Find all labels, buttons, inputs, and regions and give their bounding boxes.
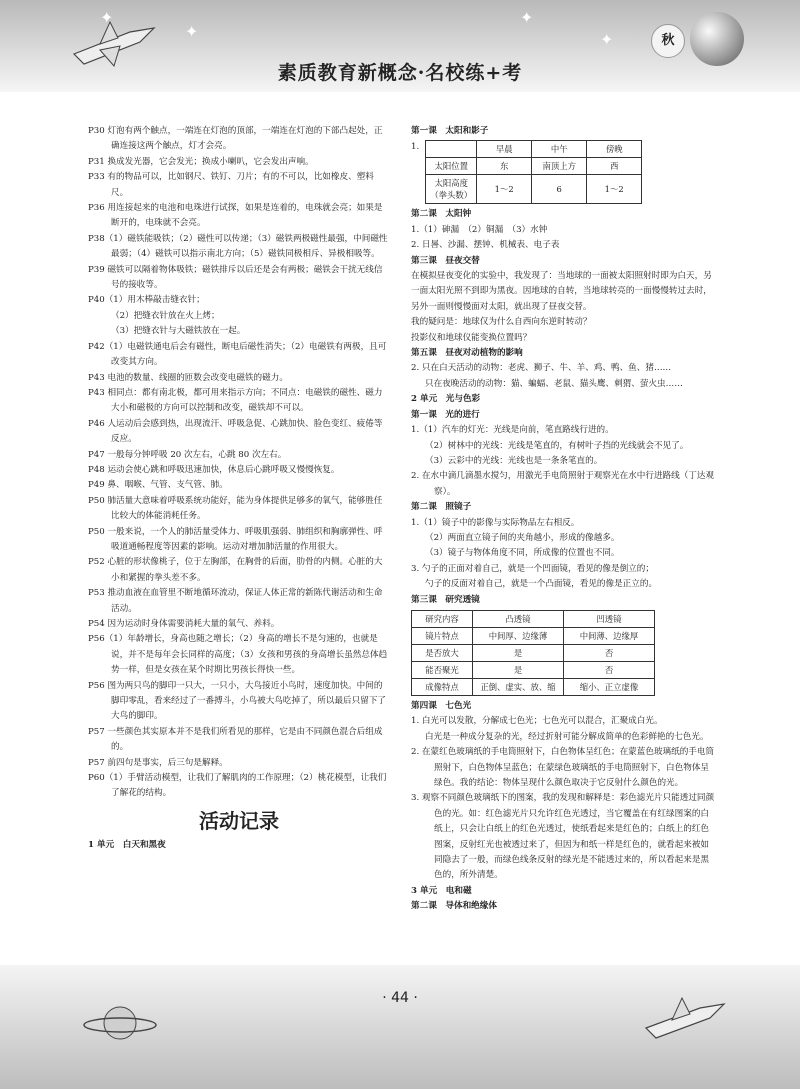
answer-item: P38（1）磁铁能吸铁；（2）磁性可以传递；（3）磁铁两极磁性最强，中间磁性最弱；（4）磁铁可以指示南北方向；（5）磁铁同极相斥、异极相吸等。	[88, 233, 388, 260]
page-header	[0, 0, 800, 92]
table-cell: 南顶上方	[532, 158, 587, 175]
answer-item: 2. 在水中滴几滴墨水搅匀，用激光手电筒照射于观察光在水中行进路线（丁达观察）。	[411, 471, 715, 497]
answer-item: P56（1）年龄增长，身高也随之增长；（2）身高的增长不是匀速的，也就是说，并不是每年会长同样的高度；（3）女孩和男孩的身高增长虽然总体趋势一样，但是女孩在某个时期比男孩长得快一些。	[88, 634, 388, 676]
page-title: 素质教育新概念·名校练+考	[277, 62, 523, 84]
answer-item: （3）镜子与物体角度不同，所成像的位置也不同。	[425, 548, 620, 559]
answer-item: P53 推动血液在血管里不断地循环流动，保证人体正常的新陈代谢活动和生命活动。	[88, 588, 383, 614]
answer-item: P60（1）手臂活动模型，让我们了解肌肉的工作原理；（2）桃花模型，让我们了解花的结构。	[88, 773, 387, 799]
answer-item: 只在夜晚活动的动物：猫、蝙蝠、老鼠、猫头鹰、刺猬、萤火虫……	[425, 378, 683, 389]
answer-item: 3. 观察不同颜色玻璃纸下的图案，我的发现和解释是：彩色滤光片只能透过同颜色的光。如：红色滤光片只允许红色光透过，当它覆盖在有红绿图案的白纸上，只会让白纸上的红色光透过，使纸看起来是红色的；白纸上的红色图案，反射红光也被透过来了，但因为和纸一样是红色的，就看起来被如同隐去了一般，而绿色线条反射的绿光是不能透过来的，所以看起来是黑色的，所外清楚。	[411, 793, 715, 881]
unit-heading: 3 单元 电和磁	[411, 885, 472, 896]
answer-item: （3）云彩中的光线：光线也是一条条笔直的。	[425, 455, 603, 466]
right-column	[411, 124, 716, 915]
answer-item: 2. 日晷、沙漏、摆钟、机械表、电子表	[411, 240, 560, 251]
answer-item: P46 人运动后会感到热，出现流汗、呼吸急促、心跳加快、脸色变红、疲倦等反应。	[88, 418, 383, 445]
star-icon: ✦	[520, 8, 534, 27]
answer-item: P40（1）用木棒敲击缝衣针；	[88, 295, 205, 306]
star-icon: ✦	[185, 22, 199, 41]
answer-item: 1.（1）砷漏 （2）铜漏 （3）水钟	[411, 224, 548, 235]
answer-item: P54 因为运动时身体需要消耗大量的氧气、养料。	[88, 619, 280, 629]
answer-item: P52 心脏的形状像桃子，位于左胸部，在胸骨的后面，肋骨的内侧。心脏的大小和紧握的拳头差不多。	[88, 557, 383, 583]
lesson-heading: 第一课 太阳和影子	[411, 126, 489, 136]
lesson-heading: 第四课 七色光	[411, 700, 472, 711]
sun-position-table	[425, 140, 642, 204]
answer-item: 1.（1）镜子中的影像与实际物品左右相反。	[411, 517, 580, 528]
page-number: · 44 ·	[382, 990, 418, 1006]
answer-item: 我的疑问是：地球仅为什么自西向东逆时转动？	[411, 317, 592, 328]
planet-icon	[80, 1000, 160, 1046]
answer-item: 3. 勺子的正面对着自己，就是一个凹面镜，看见的像是倒立的；	[411, 563, 654, 574]
answer-item: P57 前四句是事实，后三句是解释。	[88, 757, 228, 768]
table-header-cell: 中午	[532, 141, 587, 158]
answer-item: （2）把缝衣针放在火上烤；	[111, 310, 220, 321]
answer-item: P48 运动会使心跳和呼吸迅速加快，休息后心跳呼吸又慢慢恢复。	[88, 464, 340, 475]
answer-item: P56 图为两只鸟的脚印一只大，一只小，大鸟接近小鸟时，速度加快。中间的脚印零乱，看来经过了一番搏斗，小鸟被大鸟吃掉了，所以最后只留下了大鸟的脚印。	[88, 680, 387, 722]
table-cell: 能否聚光	[412, 661, 473, 678]
answer-item: （2）两面直立镜子间的夹角越小，形成的像越多。	[425, 532, 620, 543]
unit-heading: 1 单元 白天和黑夜	[88, 839, 166, 850]
left-column	[88, 124, 390, 853]
answer-item: P36 用连接起来的电池和电珠进行试探，如果是连着的，电珠就会亮；如果是断开的，电珠就不会亮。	[88, 203, 383, 229]
table-cell: 缩小、正立虚像	[564, 678, 655, 695]
answer-item: P31 换成发光器，它会发光；换成小喇叭，它会发出声响。	[88, 156, 314, 167]
table-cell: 1～2	[477, 175, 532, 204]
lesson-heading: 第二课 照镜子	[411, 502, 472, 513]
answer-item: 投影仪和地球仪能变换位置吗？	[411, 332, 532, 343]
answer-item: P50 一般来说，一个人的肺活量受体力、呼吸肌强弱、肺组织和胸廓弹性、呼吸道通畅程度等因素的影响。运动对增加肺活量的作用很大。	[88, 526, 383, 552]
answer-item: P50 肺活量大意味着呼吸系统功能好，能为身体提供足够多的氧气，能够胜任比较大的体能消耗任务。	[88, 495, 383, 522]
table-cell: 否	[564, 644, 655, 661]
star-icon: ✦	[600, 30, 614, 49]
table-header-cell: 早晨	[477, 141, 532, 158]
table-cell: 1～2	[587, 175, 642, 204]
table-header-cell: 凸透镜	[473, 610, 564, 627]
table-cell: 是否放大	[412, 644, 473, 661]
table-cell: 太阳高度（拳头数）	[426, 175, 477, 204]
lesson-heading: 第三课 研究透镜	[411, 594, 480, 605]
section-banner: 活动记录	[199, 808, 279, 833]
lesson-heading: 第五课 昼夜对动植物的影响	[411, 348, 523, 359]
table-cell: 成像特点	[412, 678, 473, 695]
answer-item: P49 鼻、咽喉、气管、支气管、肺。	[88, 480, 228, 491]
unit-heading: 2 单元 光与色彩	[411, 394, 481, 405]
answer-item: P57 一些颜色其实原本并不是我们所看见的那样，它是由不同颜色混合后组成的。	[88, 726, 383, 753]
lesson-heading: 第三课 昼夜交替	[411, 255, 480, 266]
answer-item: 白光是一种成分复杂的光，经过折射可能分解成简单的色彩鲜艳的七色光。	[425, 731, 709, 742]
lesson-heading: 第一课 光的进行	[411, 409, 480, 420]
answer-item: P30 灯泡有两个触点，一端连在灯泡的顶部，一端连在灯泡的下部凸起处，正确连接这两个触点，灯才会亮。	[88, 126, 383, 152]
answer-item: 1. 白光可以发散，分解成七色光；七色光可以混合，汇聚成白光。	[411, 716, 663, 727]
lesson-heading: 第二课 导体和绝缘体	[411, 901, 497, 912]
answer-item: 勺子的反面对着自己，就是一个凸面镜，看见的像是正立的。	[425, 579, 658, 590]
answer-item: 2. 只在白天活动的动物：老虎、狮子、牛、羊、鸡、鸭、鱼、猪……	[411, 363, 672, 374]
answer-item: P33 有的物品可以，比如钢尺、铁钉、刀片；有的不可以，比如橡皮、塑料尺。	[88, 172, 374, 198]
answer-item: P47 一般每分钟呼吸 20 次左右，心跳 80 次左右。	[88, 449, 287, 460]
answer-item: 1.（1）汽车的灯光：光线是向前，笔直路线行进的。	[411, 425, 614, 436]
table-cell: 6	[532, 175, 587, 204]
table-cell: 东	[477, 158, 532, 175]
table-header-cell: 凹透镜	[564, 610, 655, 627]
table-cell: 西	[587, 158, 642, 175]
table-header-cell	[426, 141, 477, 158]
answer-item: P42（1）电磁铁通电后会有磁性，断电后磁性消失；（2）电磁铁有两极，且可改变其方向。	[88, 341, 387, 368]
table-cell: 中间厚、边缘薄	[473, 627, 564, 644]
table-cell: 是	[473, 644, 564, 661]
season-badge: 秋	[651, 24, 685, 58]
star-icon: ✦	[100, 8, 114, 27]
answer-item: （2）树林中的光线：光线是笔直的，有树叶子挡的光线就会不见了。	[425, 440, 689, 451]
lesson-heading: 第二课 太阳钟	[411, 209, 472, 220]
table-cell: 镜片特点	[412, 627, 473, 644]
answer-item: P39 磁铁可以隔着物体吸铁；磁铁排斥以后还是会有两极；磁铁会干扰无线信号的接收等。	[88, 264, 383, 291]
table-cell: 否	[564, 661, 655, 678]
table-cell: 太阳位置	[426, 158, 477, 175]
table-cell: 是	[473, 661, 564, 678]
answer-item: （3）把缝衣针与大磁铁放在一起。	[111, 326, 246, 337]
table-header-cell: 傍晚	[587, 141, 642, 158]
answer-item: 2. 在蒙红色玻璃纸的手电筒照射下，白色物体呈红色；在蒙蓝色玻璃纸的手电筒照射下，白色物体呈蓝色；在蒙绿色玻璃纸的手电筒照射下，白色物体呈绿色。我的结论：物体呈现什么颜色取决于它反射什么颜色的光。	[411, 747, 715, 788]
answer-item: 在模拟昼夜变化的实验中，我发现了：当地球的一面被太阳照射时即为白天，另一面太阳光照不到即为黑夜。因地球的自转，当地球转亮的一面慢慢转过去时，另外一面则慢慢面对太阳，就出现了昼夜交替。	[411, 271, 712, 312]
answer-item: P43 电池的数量、线圈的匝数会改变电磁铁的磁力。	[88, 372, 288, 383]
question-number: 1.	[411, 142, 420, 153]
answer-item: P43 相同点：都有南北极，都可用来指示方向；不同点：电磁铁的磁性、磁力大小和磁极的方向可以控制和改变，磁铁却不可以。	[88, 387, 383, 414]
table-cell: 中间薄、边缘厚	[564, 627, 655, 644]
table-cell: 正倒、虚实、放、缩	[473, 678, 564, 695]
table-header-cell: 研究内容	[412, 610, 473, 627]
lens-table	[411, 610, 655, 696]
